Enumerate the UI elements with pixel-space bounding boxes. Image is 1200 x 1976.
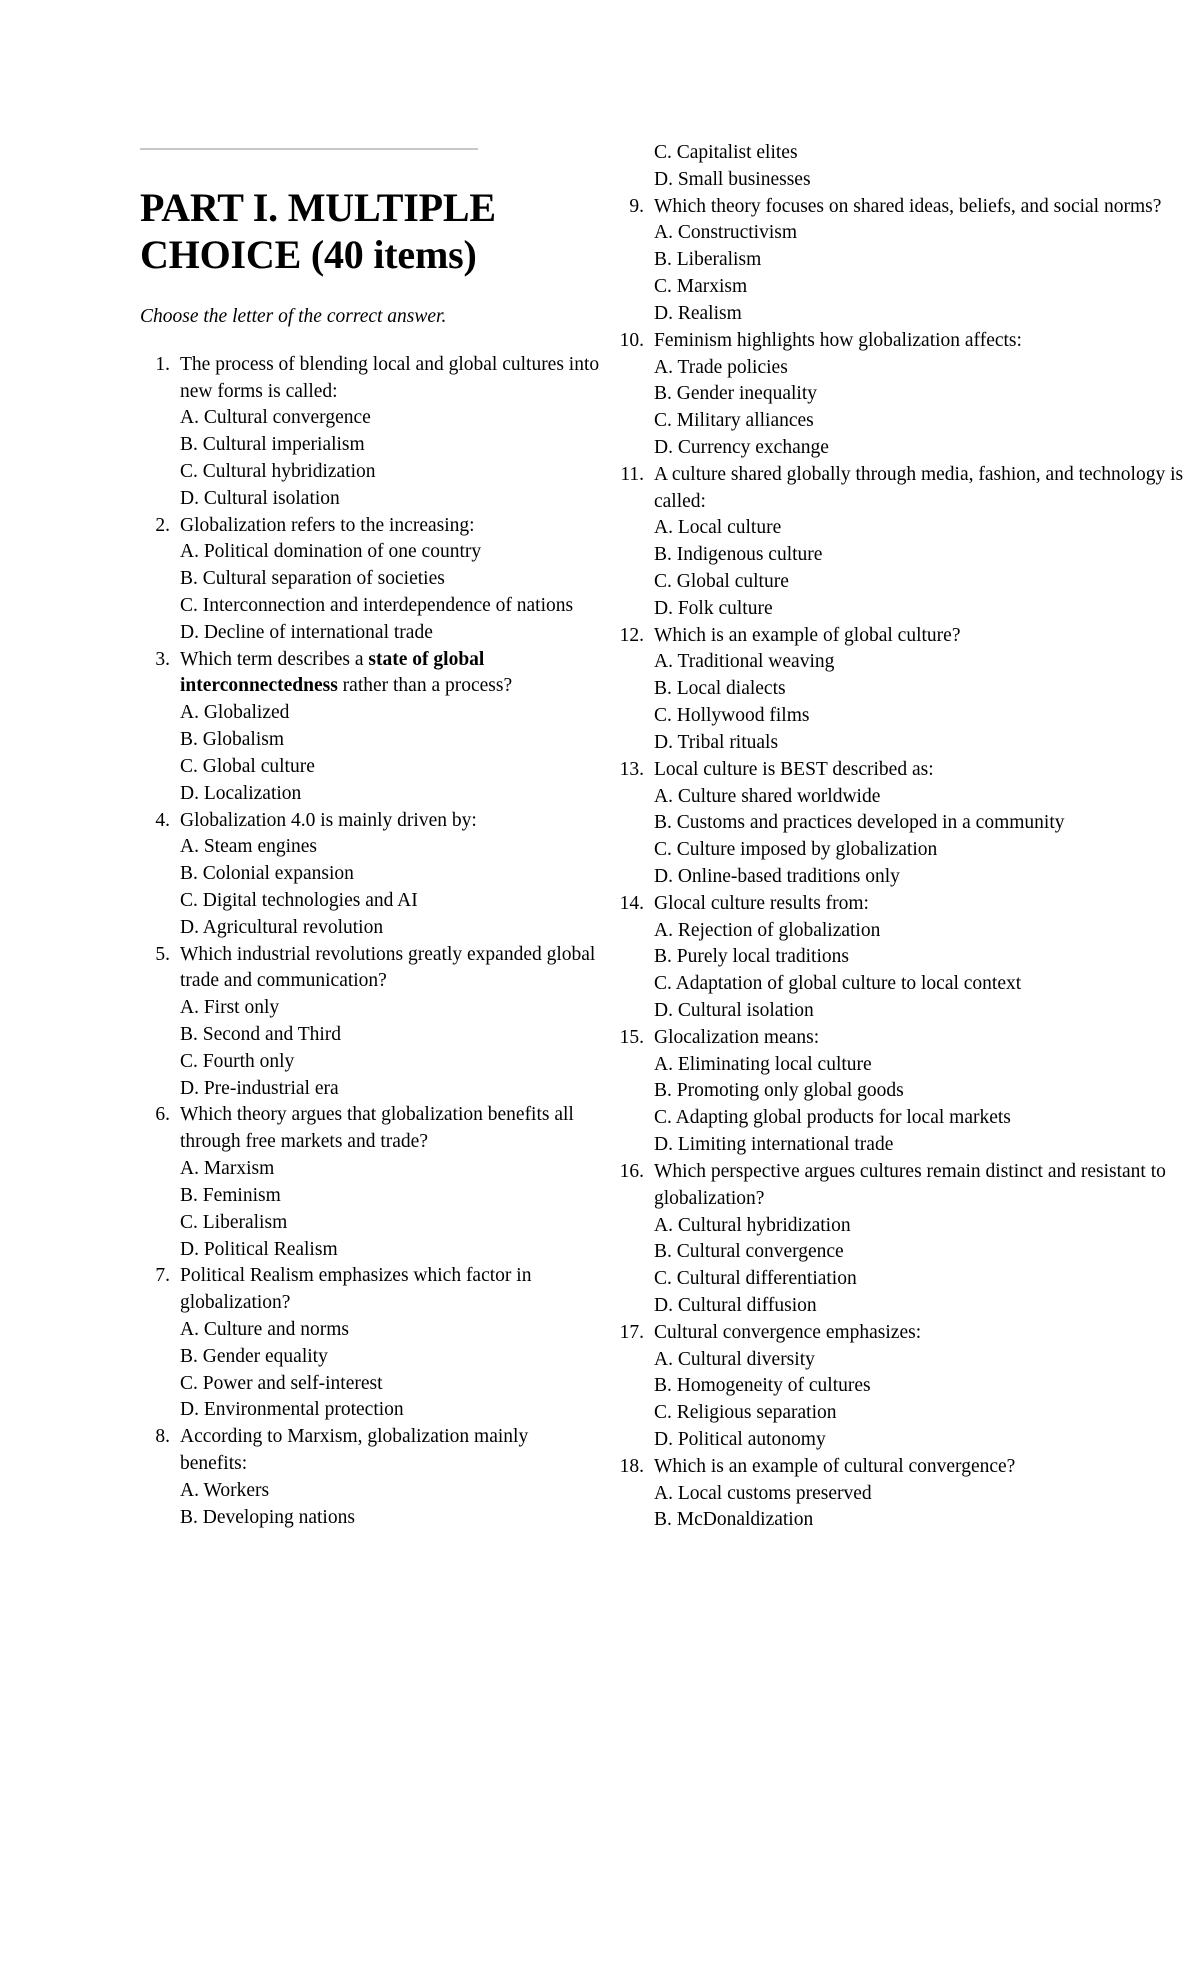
question-stem: Cultural convergence emphasizes:	[654, 1321, 922, 1343]
question-stem: Which is an example of cultural convergence?	[654, 1455, 1016, 1477]
answer-option[interactable]: D. Cultural diffusion	[654, 1294, 817, 1316]
question-number: 8.	[155, 1426, 170, 1448]
question-item	[610, 757, 1200, 891]
answer-option[interactable]: D. Limiting international trade	[654, 1134, 894, 1156]
answer-option[interactable]: C. Digital technologies and AI	[180, 889, 418, 911]
question-number: 3.	[155, 648, 170, 670]
question-item	[140, 1424, 600, 1531]
question-item	[140, 513, 600, 647]
question-number: 15.	[619, 1026, 644, 1048]
question-stem: Glocalization means:	[654, 1026, 820, 1048]
question-body	[654, 194, 1200, 328]
answer-option[interactable]: C. Marxism	[654, 276, 748, 298]
question-stem: Which theory argues that globalization benefits all through free markets and trade?	[180, 1104, 574, 1153]
question-number: 2.	[155, 514, 170, 536]
question-item	[610, 1159, 1200, 1320]
question-number: 9.	[629, 195, 644, 217]
answer-option[interactable]: B. Cultural convergence	[654, 1241, 844, 1263]
question-stem: Which theory focuses on shared ideas, beliefs, and social norms?	[654, 195, 1162, 217]
question-body	[654, 891, 1200, 1025]
question-number: 11.	[620, 463, 644, 485]
answer-option[interactable]: D. Decline of international trade	[180, 621, 433, 643]
answer-option[interactable]: C. Interconnection and interdependence of nations	[180, 595, 574, 617]
answer-option[interactable]: B. Purely local traditions	[654, 946, 849, 968]
answer-option[interactable]: B. Promoting only global goods	[654, 1080, 904, 1102]
answer-option[interactable]: D. Agricultural revolution	[180, 916, 384, 938]
question-stem: Globalization refers to the increasing:	[180, 514, 475, 536]
question-body	[654, 623, 1200, 757]
answer-option[interactable]: D. Small businesses	[654, 168, 811, 190]
answer-option[interactable]: A. Constructivism	[654, 222, 798, 244]
answer-option[interactable]: C. Adaptation of global culture to local context	[654, 973, 1022, 995]
question-stem: Which perspective argues cultures remain distinct and resistant to globalization?	[654, 1160, 1166, 1209]
question-body	[180, 1102, 600, 1263]
answer-option[interactable]: A. Marxism	[180, 1158, 275, 1180]
answer-option[interactable]: C. Global culture	[180, 755, 315, 777]
question-body	[654, 1025, 1200, 1159]
question-item	[610, 1454, 1200, 1534]
answer-option[interactable]: A. Eliminating local culture	[654, 1053, 872, 1075]
question-number: 5.	[155, 943, 170, 965]
answer-option[interactable]: A. Cultural hybridization	[654, 1214, 851, 1236]
question-number: 13.	[619, 758, 644, 780]
question-body	[654, 1159, 1200, 1320]
question-body	[180, 513, 600, 647]
answer-option[interactable]: B. Colonial expansion	[180, 863, 354, 885]
answer-option[interactable]: B. Liberalism	[654, 249, 762, 271]
page-title: PART I. MULTIPLE CHOICE (40 items)	[140, 185, 496, 278]
answer-option[interactable]: A. Traditional weaving	[654, 651, 835, 673]
answer-option[interactable]: B. Local dialects	[654, 678, 786, 700]
question-body	[180, 352, 600, 513]
answer-option[interactable]: A. Workers	[180, 1479, 270, 1501]
answer-option[interactable]: A. Steam engines	[180, 836, 318, 858]
question-stem: Which is an example of global culture?	[654, 624, 961, 646]
answer-option[interactable]: A. First only	[180, 997, 280, 1019]
question-list-left	[140, 352, 600, 1532]
answer-option[interactable]: B. Second and Third	[180, 1024, 342, 1046]
answer-option[interactable]: D. Environmental protection	[180, 1399, 404, 1421]
title-rule	[140, 148, 478, 150]
answer-option[interactable]: D. Political Realism	[180, 1238, 338, 1260]
question-item	[610, 1025, 1200, 1159]
answer-option[interactable]: A. Local customs preserved	[654, 1482, 872, 1504]
answer-option[interactable]: B. Cultural imperialism	[180, 434, 365, 456]
question-number: 1.	[155, 353, 170, 375]
answer-option[interactable]: C. Religious separation	[654, 1402, 837, 1424]
answer-option[interactable]: C. Hollywood films	[654, 705, 810, 727]
question-item	[140, 942, 600, 1103]
answer-option[interactable]: A. Globalized	[180, 702, 290, 724]
answer-option[interactable]: D. Pre-industrial era	[180, 1077, 339, 1099]
question-stem-emphasis: state of global interconnectedness	[180, 648, 485, 697]
question-item	[140, 1102, 600, 1263]
question-item	[610, 623, 1200, 757]
question-body	[654, 1320, 1200, 1454]
question-stem: Globalization 4.0 is mainly driven by:	[180, 809, 477, 831]
question-body	[180, 942, 600, 1103]
answer-option[interactable]: A. Culture shared worldwide	[654, 785, 881, 807]
question-stem: Which industrial revolutions greatly expanded global trade and communication?	[180, 943, 596, 992]
question-item	[610, 1320, 1200, 1454]
question-item	[610, 462, 1200, 623]
question-number: 12.	[619, 624, 644, 646]
question-number: 18.	[619, 1455, 644, 1477]
question-item	[140, 647, 600, 808]
question-body	[180, 647, 600, 808]
continued-options	[654, 140, 1200, 194]
question-stem-post: rather than a process?	[337, 675, 513, 697]
answer-option[interactable]: A. Culture and norms	[180, 1318, 349, 1340]
answer-option[interactable]: A. Cultural diversity	[654, 1348, 815, 1370]
answer-option[interactable]: D. Cultural isolation	[654, 1000, 814, 1021]
answer-option[interactable]: B. McDonaldization	[654, 1509, 814, 1531]
answer-option[interactable]: B. Gender equality	[180, 1345, 328, 1367]
answer-option[interactable]: B. Customs and practices developed in a community	[654, 812, 1065, 834]
answer-option[interactable]: B. Homogeneity of cultures	[654, 1375, 871, 1397]
answer-option[interactable]: B. Globalism	[180, 729, 285, 751]
question-body	[654, 462, 1200, 623]
answer-option[interactable]: A. Political domination of one country	[180, 541, 482, 563]
answer-option[interactable]: D. Localization	[180, 782, 302, 804]
answer-option[interactable]: B. Feminism	[180, 1184, 281, 1206]
question-stem-pre: Which term describes a	[180, 648, 369, 670]
question-stem	[180, 647, 600, 701]
right-column	[600, 0, 1200, 1534]
answer-option[interactable]: D. Online-based traditions only	[654, 865, 900, 887]
answer-option[interactable]: A. Trade policies	[654, 356, 788, 378]
answer-option[interactable]: A. Local culture	[654, 517, 782, 539]
answer-option[interactable]: C. Fourth only	[180, 1050, 295, 1072]
question-stem: The process of blending local and global cultures into new forms is called:	[180, 353, 600, 402]
answer-option[interactable]: D. Currency exchange	[654, 436, 829, 458]
answer-option[interactable]: C. Capitalist elites	[654, 142, 798, 163]
question-item	[140, 352, 600, 513]
question-number: 16.	[619, 1160, 644, 1182]
question-item	[140, 808, 600, 942]
answer-option[interactable]: D. Folk culture	[654, 597, 773, 619]
answer-option[interactable]: A. Rejection of globalization	[654, 919, 881, 941]
answer-option[interactable]: D. Tribal rituals	[654, 731, 779, 753]
left-column	[0, 0, 600, 1531]
answer-option[interactable]: B. Gender inequality	[654, 383, 817, 405]
answer-option[interactable]: C. Cultural hybridization	[180, 460, 376, 482]
question-stem: Feminism highlights how globalization affects:	[654, 329, 1022, 351]
question-body	[654, 757, 1200, 891]
instruction-text: Choose the letter of the correct answer.	[140, 306, 447, 328]
answer-option[interactable]: C. Adapting global products for local markets	[654, 1107, 1011, 1129]
answer-option[interactable]: D. Political autonomy	[654, 1429, 826, 1450]
question-number: 17.	[619, 1321, 644, 1343]
question-stem: Glocal culture results from:	[654, 892, 869, 914]
question-item	[610, 194, 1200, 328]
answer-option[interactable]: B. Cultural separation of societies	[180, 568, 445, 590]
answer-option[interactable]: C. Global culture	[654, 571, 789, 592]
answer-option[interactable]: D. Realism	[654, 302, 742, 324]
question-stem: A culture shared globally through media, fashion, and technology is called:	[654, 463, 1184, 512]
question-stem: Local culture is BEST described as:	[654, 758, 934, 780]
answer-option[interactable]: C. Cultural differentiation	[654, 1268, 857, 1290]
question-body	[180, 1263, 600, 1424]
question-number: 14.	[619, 892, 644, 914]
question-body	[180, 808, 600, 942]
question-item	[610, 328, 1200, 462]
question-number: 4.	[155, 809, 170, 831]
question-number: 10.	[619, 329, 644, 351]
answer-option[interactable]: A. Cultural convergence	[180, 407, 371, 429]
answer-option[interactable]: C. Power and self-interest	[180, 1372, 383, 1394]
question-number: 6.	[155, 1104, 170, 1126]
answer-option[interactable]: B. Developing nations	[180, 1506, 355, 1528]
question-stem: According to Marxism, globalization mainly benefits:	[180, 1426, 529, 1475]
answer-option[interactable]: B. Indigenous culture	[654, 544, 823, 566]
answer-option[interactable]: C. Culture imposed by globalization	[654, 839, 938, 861]
answer-option[interactable]: C. Liberalism	[180, 1211, 288, 1233]
answer-option[interactable]: C. Military alliances	[654, 410, 814, 432]
question-body	[654, 328, 1200, 462]
question-list-right	[610, 194, 1200, 1535]
question-stem: Political Realism emphasizes which factor in globalization?	[180, 1265, 532, 1314]
question-body	[180, 1424, 600, 1531]
question-item	[140, 1263, 600, 1424]
question-number: 7.	[155, 1265, 170, 1287]
answer-option[interactable]: D. Cultural isolation	[180, 487, 340, 509]
question-item	[610, 891, 1200, 1025]
question-body	[654, 1454, 1200, 1534]
